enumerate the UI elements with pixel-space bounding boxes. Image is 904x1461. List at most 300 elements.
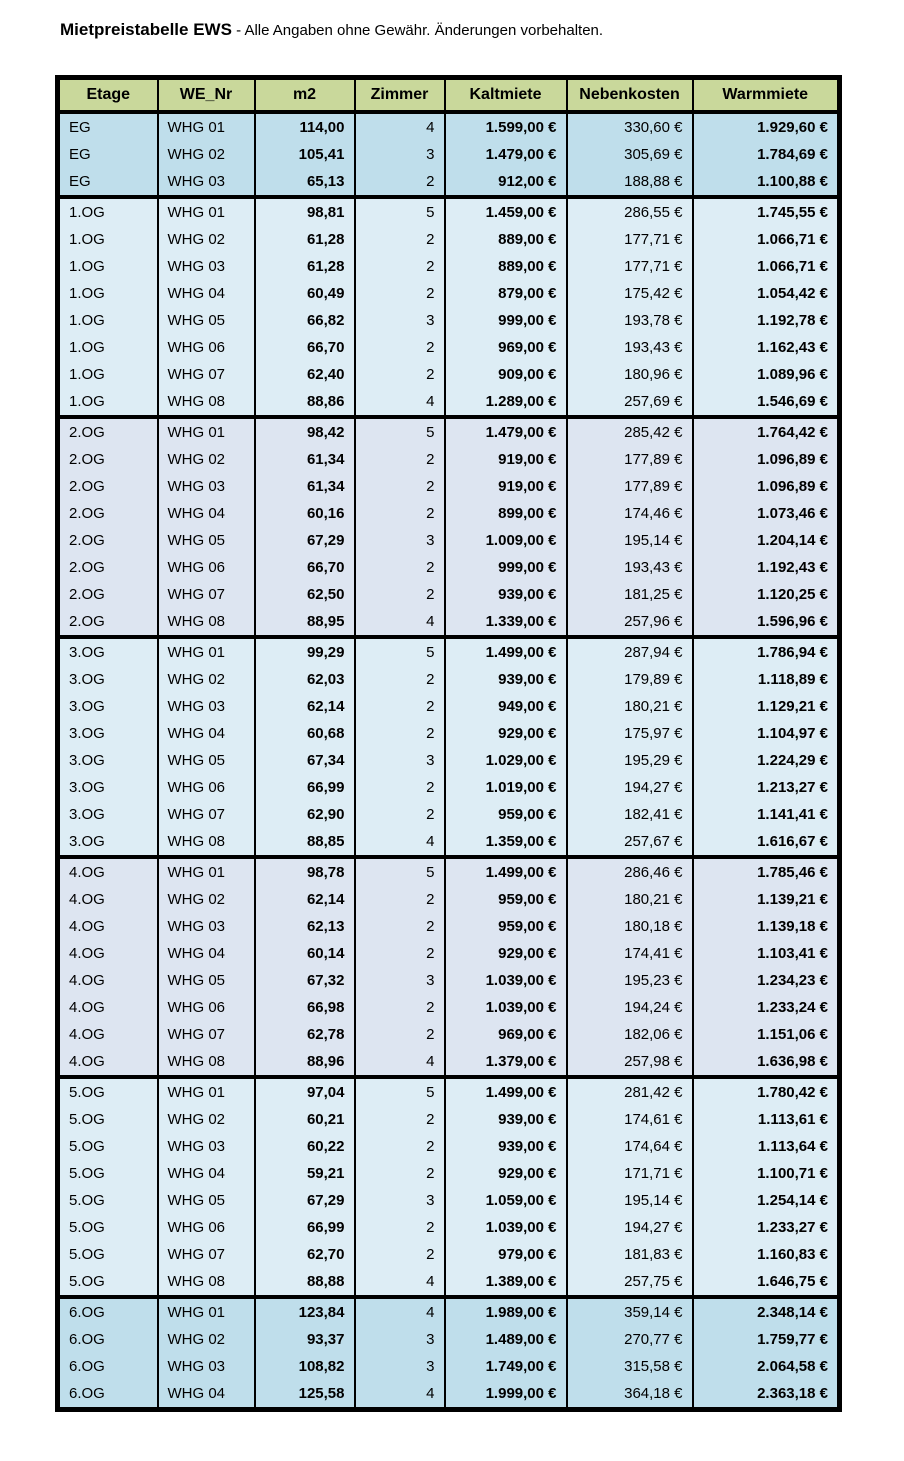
cell-nebenkosten: 177,89 € xyxy=(567,446,693,473)
cell-we-nr: WHG 02 xyxy=(158,886,255,913)
cell-warmmiete: 1.129,21 € xyxy=(693,693,840,720)
cell-we-nr: WHG 04 xyxy=(158,500,255,527)
cell-zimmer: 2 xyxy=(355,581,445,608)
cell-zimmer: 4 xyxy=(355,112,445,141)
cell-nebenkosten: 257,96 € xyxy=(567,608,693,637)
cell-kaltmiete: 959,00 € xyxy=(445,801,567,828)
cell-zimmer: 4 xyxy=(355,828,445,857)
cell-nebenkosten: 174,41 € xyxy=(567,940,693,967)
cell-etage: 3.OG xyxy=(58,747,158,774)
cell-nebenkosten: 257,75 € xyxy=(567,1268,693,1297)
cell-nebenkosten: 315,58 € xyxy=(567,1353,693,1380)
cell-we-nr: WHG 08 xyxy=(158,1048,255,1077)
cell-etage: 5.OG xyxy=(58,1241,158,1268)
cell-kaltmiete: 1.029,00 € xyxy=(445,747,567,774)
cell-m2: 93,37 xyxy=(255,1326,355,1353)
cell-m2: 88,85 xyxy=(255,828,355,857)
cell-etage: 1.OG xyxy=(58,307,158,334)
title-note: - Alle Angaben ohne Gewähr. Änderungen vorbehalten. xyxy=(231,22,604,39)
cell-zimmer: 5 xyxy=(355,1077,445,1106)
cell-kaltmiete: 1.749,00 € xyxy=(445,1353,567,1380)
cell-warmmiete: 1.113,64 € xyxy=(693,1133,840,1160)
table-row xyxy=(58,608,840,637)
cell-warmmiete: 2.064,58 € xyxy=(693,1353,840,1380)
cell-kaltmiete: 899,00 € xyxy=(445,500,567,527)
cell-nebenkosten: 286,55 € xyxy=(567,197,693,226)
table-row xyxy=(58,1268,840,1297)
table-row xyxy=(58,1133,840,1160)
cell-we-nr: WHG 03 xyxy=(158,253,255,280)
cell-zimmer: 2 xyxy=(355,720,445,747)
cell-warmmiete: 1.054,42 € xyxy=(693,280,840,307)
table-row xyxy=(58,1214,840,1241)
cell-kaltmiete: 1.479,00 € xyxy=(445,141,567,168)
cell-zimmer: 2 xyxy=(355,1160,445,1187)
cell-warmmiete: 1.234,23 € xyxy=(693,967,840,994)
cell-zimmer: 5 xyxy=(355,197,445,226)
cell-zimmer: 2 xyxy=(355,473,445,500)
cell-warmmiete: 1.780,42 € xyxy=(693,1077,840,1106)
cell-etage: 3.OG xyxy=(58,637,158,666)
cell-m2: 66,99 xyxy=(255,774,355,801)
cell-m2: 61,28 xyxy=(255,253,355,280)
table-row xyxy=(58,774,840,801)
cell-m2: 67,29 xyxy=(255,1187,355,1214)
cell-we-nr: WHG 02 xyxy=(158,446,255,473)
cell-etage: 3.OG xyxy=(58,774,158,801)
cell-kaltmiete: 919,00 € xyxy=(445,446,567,473)
cell-kaltmiete: 959,00 € xyxy=(445,913,567,940)
cell-we-nr: WHG 07 xyxy=(158,801,255,828)
cell-nebenkosten: 257,69 € xyxy=(567,388,693,417)
cell-we-nr: WHG 07 xyxy=(158,581,255,608)
cell-m2: 62,90 xyxy=(255,801,355,828)
cell-warmmiete: 1.764,42 € xyxy=(693,417,840,446)
cell-kaltmiete: 1.389,00 € xyxy=(445,1268,567,1297)
cell-etage: 4.OG xyxy=(58,886,158,913)
cell-we-nr: WHG 02 xyxy=(158,666,255,693)
cell-zimmer: 2 xyxy=(355,334,445,361)
cell-kaltmiete: 999,00 € xyxy=(445,307,567,334)
cell-etage: 6.OG xyxy=(58,1297,158,1326)
cell-m2: 61,34 xyxy=(255,446,355,473)
title-main: Mietpreistabelle EWS xyxy=(60,20,232,39)
cell-m2: 88,86 xyxy=(255,388,355,417)
cell-we-nr: WHG 07 xyxy=(158,361,255,388)
cell-m2: 62,03 xyxy=(255,666,355,693)
cell-zimmer: 2 xyxy=(355,666,445,693)
cell-etage: 2.OG xyxy=(58,446,158,473)
cell-nebenkosten: 174,61 € xyxy=(567,1106,693,1133)
cell-etage: 6.OG xyxy=(58,1353,158,1380)
cell-etage: 2.OG xyxy=(58,500,158,527)
cell-m2: 114,00 xyxy=(255,112,355,141)
cell-we-nr: WHG 03 xyxy=(158,1133,255,1160)
cell-nebenkosten: 195,14 € xyxy=(567,1187,693,1214)
table-row xyxy=(58,334,840,361)
cell-we-nr: WHG 05 xyxy=(158,527,255,554)
cell-warmmiete: 1.162,43 € xyxy=(693,334,840,361)
cell-kaltmiete: 1.499,00 € xyxy=(445,1077,567,1106)
cell-we-nr: WHG 06 xyxy=(158,1214,255,1241)
cell-we-nr: WHG 06 xyxy=(158,554,255,581)
cell-nebenkosten: 193,43 € xyxy=(567,334,693,361)
cell-etage: 2.OG xyxy=(58,527,158,554)
cell-etage: 5.OG xyxy=(58,1160,158,1187)
cell-etage: 4.OG xyxy=(58,994,158,1021)
table-row xyxy=(58,581,840,608)
cell-we-nr: WHG 08 xyxy=(158,608,255,637)
cell-nebenkosten: 359,14 € xyxy=(567,1297,693,1326)
cell-warmmiete: 1.192,78 € xyxy=(693,307,840,334)
cell-warmmiete: 1.636,98 € xyxy=(693,1048,840,1077)
cell-nebenkosten: 174,46 € xyxy=(567,500,693,527)
cell-kaltmiete: 1.009,00 € xyxy=(445,527,567,554)
cell-m2: 62,70 xyxy=(255,1241,355,1268)
cell-zimmer: 2 xyxy=(355,280,445,307)
table-row xyxy=(58,388,840,417)
cell-warmmiete: 2.363,18 € xyxy=(693,1380,840,1410)
table-row xyxy=(58,168,840,197)
cell-kaltmiete: 1.379,00 € xyxy=(445,1048,567,1077)
cell-nebenkosten: 171,71 € xyxy=(567,1160,693,1187)
cell-nebenkosten: 177,71 € xyxy=(567,253,693,280)
cell-zimmer: 2 xyxy=(355,693,445,720)
cell-etage: 1.OG xyxy=(58,280,158,307)
cell-zimmer: 2 xyxy=(355,361,445,388)
table-row xyxy=(58,446,840,473)
cell-we-nr: WHG 02 xyxy=(158,1106,255,1133)
cell-zimmer: 5 xyxy=(355,637,445,666)
table-row xyxy=(58,828,840,857)
table-row xyxy=(58,857,840,886)
cell-we-nr: WHG 01 xyxy=(158,1077,255,1106)
cell-we-nr: WHG 04 xyxy=(158,280,255,307)
cell-m2: 65,13 xyxy=(255,168,355,197)
cell-we-nr: WHG 04 xyxy=(158,1380,255,1410)
cell-zimmer: 2 xyxy=(355,1241,445,1268)
table-row xyxy=(58,307,840,334)
cell-warmmiete: 1.120,25 € xyxy=(693,581,840,608)
cell-warmmiete: 1.118,89 € xyxy=(693,666,840,693)
col-header-zimmer: Zimmer xyxy=(355,78,445,113)
cell-zimmer: 4 xyxy=(355,608,445,637)
cell-m2: 98,78 xyxy=(255,857,355,886)
cell-nebenkosten: 270,77 € xyxy=(567,1326,693,1353)
cell-m2: 98,81 xyxy=(255,197,355,226)
cell-zimmer: 5 xyxy=(355,857,445,886)
cell-zimmer: 2 xyxy=(355,1214,445,1241)
cell-we-nr: WHG 08 xyxy=(158,388,255,417)
cell-warmmiete: 1.784,69 € xyxy=(693,141,840,168)
table-row xyxy=(58,1326,840,1353)
cell-nebenkosten: 330,60 € xyxy=(567,112,693,141)
cell-kaltmiete: 1.499,00 € xyxy=(445,637,567,666)
cell-kaltmiete: 999,00 € xyxy=(445,554,567,581)
cell-kaltmiete: 929,00 € xyxy=(445,720,567,747)
cell-nebenkosten: 286,46 € xyxy=(567,857,693,886)
cell-m2: 59,21 xyxy=(255,1160,355,1187)
cell-zimmer: 2 xyxy=(355,994,445,1021)
cell-zimmer: 4 xyxy=(355,1297,445,1326)
cell-warmmiete: 1.745,55 € xyxy=(693,197,840,226)
table-row xyxy=(58,940,840,967)
cell-nebenkosten: 181,83 € xyxy=(567,1241,693,1268)
cell-nebenkosten: 281,42 € xyxy=(567,1077,693,1106)
cell-warmmiete: 1.192,43 € xyxy=(693,554,840,581)
cell-etage: 4.OG xyxy=(58,1021,158,1048)
cell-m2: 98,42 xyxy=(255,417,355,446)
cell-warmmiete: 1.089,96 € xyxy=(693,361,840,388)
cell-zimmer: 3 xyxy=(355,141,445,168)
cell-etage: 5.OG xyxy=(58,1133,158,1160)
cell-we-nr: WHG 01 xyxy=(158,637,255,666)
cell-kaltmiete: 1.599,00 € xyxy=(445,112,567,141)
cell-warmmiete: 1.233,27 € xyxy=(693,1214,840,1241)
header-row xyxy=(58,78,840,113)
cell-nebenkosten: 195,23 € xyxy=(567,967,693,994)
cell-m2: 105,41 xyxy=(255,141,355,168)
cell-we-nr: WHG 01 xyxy=(158,197,255,226)
cell-kaltmiete: 939,00 € xyxy=(445,1106,567,1133)
cell-etage: 1.OG xyxy=(58,388,158,417)
table-row xyxy=(58,197,840,226)
cell-m2: 67,29 xyxy=(255,527,355,554)
cell-m2: 97,04 xyxy=(255,1077,355,1106)
cell-etage: 3.OG xyxy=(58,801,158,828)
cell-m2: 67,32 xyxy=(255,967,355,994)
col-header-etage: Etage xyxy=(58,78,158,113)
table-row xyxy=(58,1106,840,1133)
cell-nebenkosten: 180,21 € xyxy=(567,886,693,913)
cell-kaltmiete: 1.479,00 € xyxy=(445,417,567,446)
table-row xyxy=(58,967,840,994)
cell-m2: 62,13 xyxy=(255,913,355,940)
cell-kaltmiete: 1.019,00 € xyxy=(445,774,567,801)
cell-zimmer: 2 xyxy=(355,168,445,197)
cell-warmmiete: 1.224,29 € xyxy=(693,747,840,774)
cell-etage: 3.OG xyxy=(58,693,158,720)
col-header-we-nr: WE_Nr xyxy=(158,78,255,113)
table-row xyxy=(58,913,840,940)
cell-m2: 108,82 xyxy=(255,1353,355,1380)
table-row xyxy=(58,1160,840,1187)
cell-etage: 1.OG xyxy=(58,197,158,226)
table-row xyxy=(58,527,840,554)
cell-etage: 6.OG xyxy=(58,1380,158,1410)
cell-nebenkosten: 181,25 € xyxy=(567,581,693,608)
cell-nebenkosten: 193,78 € xyxy=(567,307,693,334)
cell-zimmer: 2 xyxy=(355,940,445,967)
cell-we-nr: WHG 04 xyxy=(158,720,255,747)
cell-we-nr: WHG 07 xyxy=(158,1021,255,1048)
cell-etage: 2.OG xyxy=(58,608,158,637)
cell-zimmer: 3 xyxy=(355,527,445,554)
cell-nebenkosten: 257,98 € xyxy=(567,1048,693,1077)
table-row xyxy=(58,747,840,774)
cell-we-nr: WHG 01 xyxy=(158,1297,255,1326)
cell-we-nr: WHG 06 xyxy=(158,334,255,361)
cell-zimmer: 3 xyxy=(355,1353,445,1380)
cell-zimmer: 2 xyxy=(355,500,445,527)
cell-nebenkosten: 182,06 € xyxy=(567,1021,693,1048)
cell-we-nr: WHG 05 xyxy=(158,307,255,334)
cell-kaltmiete: 949,00 € xyxy=(445,693,567,720)
cell-warmmiete: 1.646,75 € xyxy=(693,1268,840,1297)
cell-warmmiete: 2.348,14 € xyxy=(693,1297,840,1326)
table-row xyxy=(58,141,840,168)
cell-etage: 2.OG xyxy=(58,473,158,500)
col-header-warmmiete: Warmmiete xyxy=(693,78,840,113)
cell-kaltmiete: 969,00 € xyxy=(445,1021,567,1048)
table-row xyxy=(58,1241,840,1268)
cell-kaltmiete: 1.289,00 € xyxy=(445,388,567,417)
table-row xyxy=(58,112,840,141)
cell-warmmiete: 1.104,97 € xyxy=(693,720,840,747)
table-body xyxy=(58,112,840,1410)
cell-warmmiete: 1.096,89 € xyxy=(693,473,840,500)
cell-etage: 6.OG xyxy=(58,1326,158,1353)
rent-price-table xyxy=(55,75,842,1412)
cell-kaltmiete: 1.059,00 € xyxy=(445,1187,567,1214)
cell-kaltmiete: 1.039,00 € xyxy=(445,1214,567,1241)
cell-warmmiete: 1.096,89 € xyxy=(693,446,840,473)
table-row xyxy=(58,473,840,500)
cell-nebenkosten: 177,89 € xyxy=(567,473,693,500)
table-row xyxy=(58,1297,840,1326)
cell-kaltmiete: 919,00 € xyxy=(445,473,567,500)
cell-we-nr: WHG 01 xyxy=(158,417,255,446)
cell-we-nr: WHG 03 xyxy=(158,168,255,197)
table-row xyxy=(58,253,840,280)
cell-zimmer: 2 xyxy=(355,554,445,581)
cell-we-nr: WHG 02 xyxy=(158,141,255,168)
cell-warmmiete: 1.254,14 € xyxy=(693,1187,840,1214)
cell-zimmer: 2 xyxy=(355,1021,445,1048)
cell-etage: 3.OG xyxy=(58,828,158,857)
cell-etage: 1.OG xyxy=(58,334,158,361)
cell-nebenkosten: 195,29 € xyxy=(567,747,693,774)
cell-we-nr: WHG 01 xyxy=(158,112,255,141)
cell-we-nr: WHG 05 xyxy=(158,1187,255,1214)
cell-etage: 4.OG xyxy=(58,857,158,886)
cell-warmmiete: 1.141,41 € xyxy=(693,801,840,828)
cell-warmmiete: 1.139,18 € xyxy=(693,913,840,940)
cell-etage: 4.OG xyxy=(58,940,158,967)
cell-etage: 1.OG xyxy=(58,253,158,280)
cell-nebenkosten: 174,64 € xyxy=(567,1133,693,1160)
cell-warmmiete: 1.616,67 € xyxy=(693,828,840,857)
cell-kaltmiete: 889,00 € xyxy=(445,226,567,253)
cell-m2: 60,16 xyxy=(255,500,355,527)
cell-nebenkosten: 194,27 € xyxy=(567,774,693,801)
cell-m2: 88,96 xyxy=(255,1048,355,1077)
cell-zimmer: 2 xyxy=(355,1133,445,1160)
cell-warmmiete: 1.785,46 € xyxy=(693,857,840,886)
cell-kaltmiete: 1.359,00 € xyxy=(445,828,567,857)
cell-m2: 60,22 xyxy=(255,1133,355,1160)
cell-we-nr: WHG 01 xyxy=(158,857,255,886)
cell-kaltmiete: 1.339,00 € xyxy=(445,608,567,637)
cell-etage: 2.OG xyxy=(58,581,158,608)
cell-etage: EG xyxy=(58,168,158,197)
cell-zimmer: 3 xyxy=(355,1187,445,1214)
cell-zimmer: 2 xyxy=(355,226,445,253)
cell-kaltmiete: 1.499,00 € xyxy=(445,857,567,886)
cell-zimmer: 3 xyxy=(355,307,445,334)
cell-m2: 62,14 xyxy=(255,886,355,913)
cell-m2: 60,49 xyxy=(255,280,355,307)
cell-warmmiete: 1.204,14 € xyxy=(693,527,840,554)
cell-etage: 2.OG xyxy=(58,417,158,446)
table-row xyxy=(58,666,840,693)
document-title xyxy=(60,20,603,40)
cell-m2: 88,88 xyxy=(255,1268,355,1297)
cell-kaltmiete: 1.489,00 € xyxy=(445,1326,567,1353)
cell-warmmiete: 1.546,69 € xyxy=(693,388,840,417)
cell-nebenkosten: 305,69 € xyxy=(567,141,693,168)
table-row xyxy=(58,361,840,388)
cell-zimmer: 3 xyxy=(355,1326,445,1353)
cell-zimmer: 2 xyxy=(355,253,445,280)
cell-etage: 3.OG xyxy=(58,720,158,747)
cell-etage: 4.OG xyxy=(58,967,158,994)
cell-zimmer: 4 xyxy=(355,388,445,417)
cell-we-nr: WHG 02 xyxy=(158,1326,255,1353)
cell-warmmiete: 1.160,83 € xyxy=(693,1241,840,1268)
cell-m2: 66,82 xyxy=(255,307,355,334)
cell-m2: 66,70 xyxy=(255,554,355,581)
cell-m2: 66,99 xyxy=(255,1214,355,1241)
table-row xyxy=(58,720,840,747)
cell-kaltmiete: 909,00 € xyxy=(445,361,567,388)
cell-nebenkosten: 177,71 € xyxy=(567,226,693,253)
table-row xyxy=(58,1353,840,1380)
cell-we-nr: WHG 06 xyxy=(158,994,255,1021)
cell-zimmer: 2 xyxy=(355,1106,445,1133)
cell-etage: 4.OG xyxy=(58,1048,158,1077)
col-header-nebenkosten: Nebenkosten xyxy=(567,78,693,113)
table-row xyxy=(58,280,840,307)
cell-kaltmiete: 939,00 € xyxy=(445,1133,567,1160)
cell-nebenkosten: 180,18 € xyxy=(567,913,693,940)
cell-etage: 1.OG xyxy=(58,226,158,253)
cell-etage: 4.OG xyxy=(58,913,158,940)
cell-kaltmiete: 939,00 € xyxy=(445,581,567,608)
cell-we-nr: WHG 08 xyxy=(158,1268,255,1297)
cell-warmmiete: 1.151,06 € xyxy=(693,1021,840,1048)
cell-etage: 5.OG xyxy=(58,1077,158,1106)
cell-kaltmiete: 1.999,00 € xyxy=(445,1380,567,1410)
cell-kaltmiete: 969,00 € xyxy=(445,334,567,361)
cell-warmmiete: 1.066,71 € xyxy=(693,226,840,253)
cell-m2: 66,98 xyxy=(255,994,355,1021)
cell-zimmer: 2 xyxy=(355,913,445,940)
cell-nebenkosten: 193,43 € xyxy=(567,554,693,581)
cell-zimmer: 4 xyxy=(355,1268,445,1297)
cell-nebenkosten: 175,97 € xyxy=(567,720,693,747)
cell-nebenkosten: 364,18 € xyxy=(567,1380,693,1410)
cell-zimmer: 3 xyxy=(355,747,445,774)
table-row xyxy=(58,1021,840,1048)
cell-zimmer: 2 xyxy=(355,774,445,801)
cell-kaltmiete: 929,00 € xyxy=(445,1160,567,1187)
cell-warmmiete: 1.066,71 € xyxy=(693,253,840,280)
cell-zimmer: 4 xyxy=(355,1380,445,1410)
cell-kaltmiete: 879,00 € xyxy=(445,280,567,307)
cell-we-nr: WHG 03 xyxy=(158,473,255,500)
cell-warmmiete: 1.213,27 € xyxy=(693,774,840,801)
